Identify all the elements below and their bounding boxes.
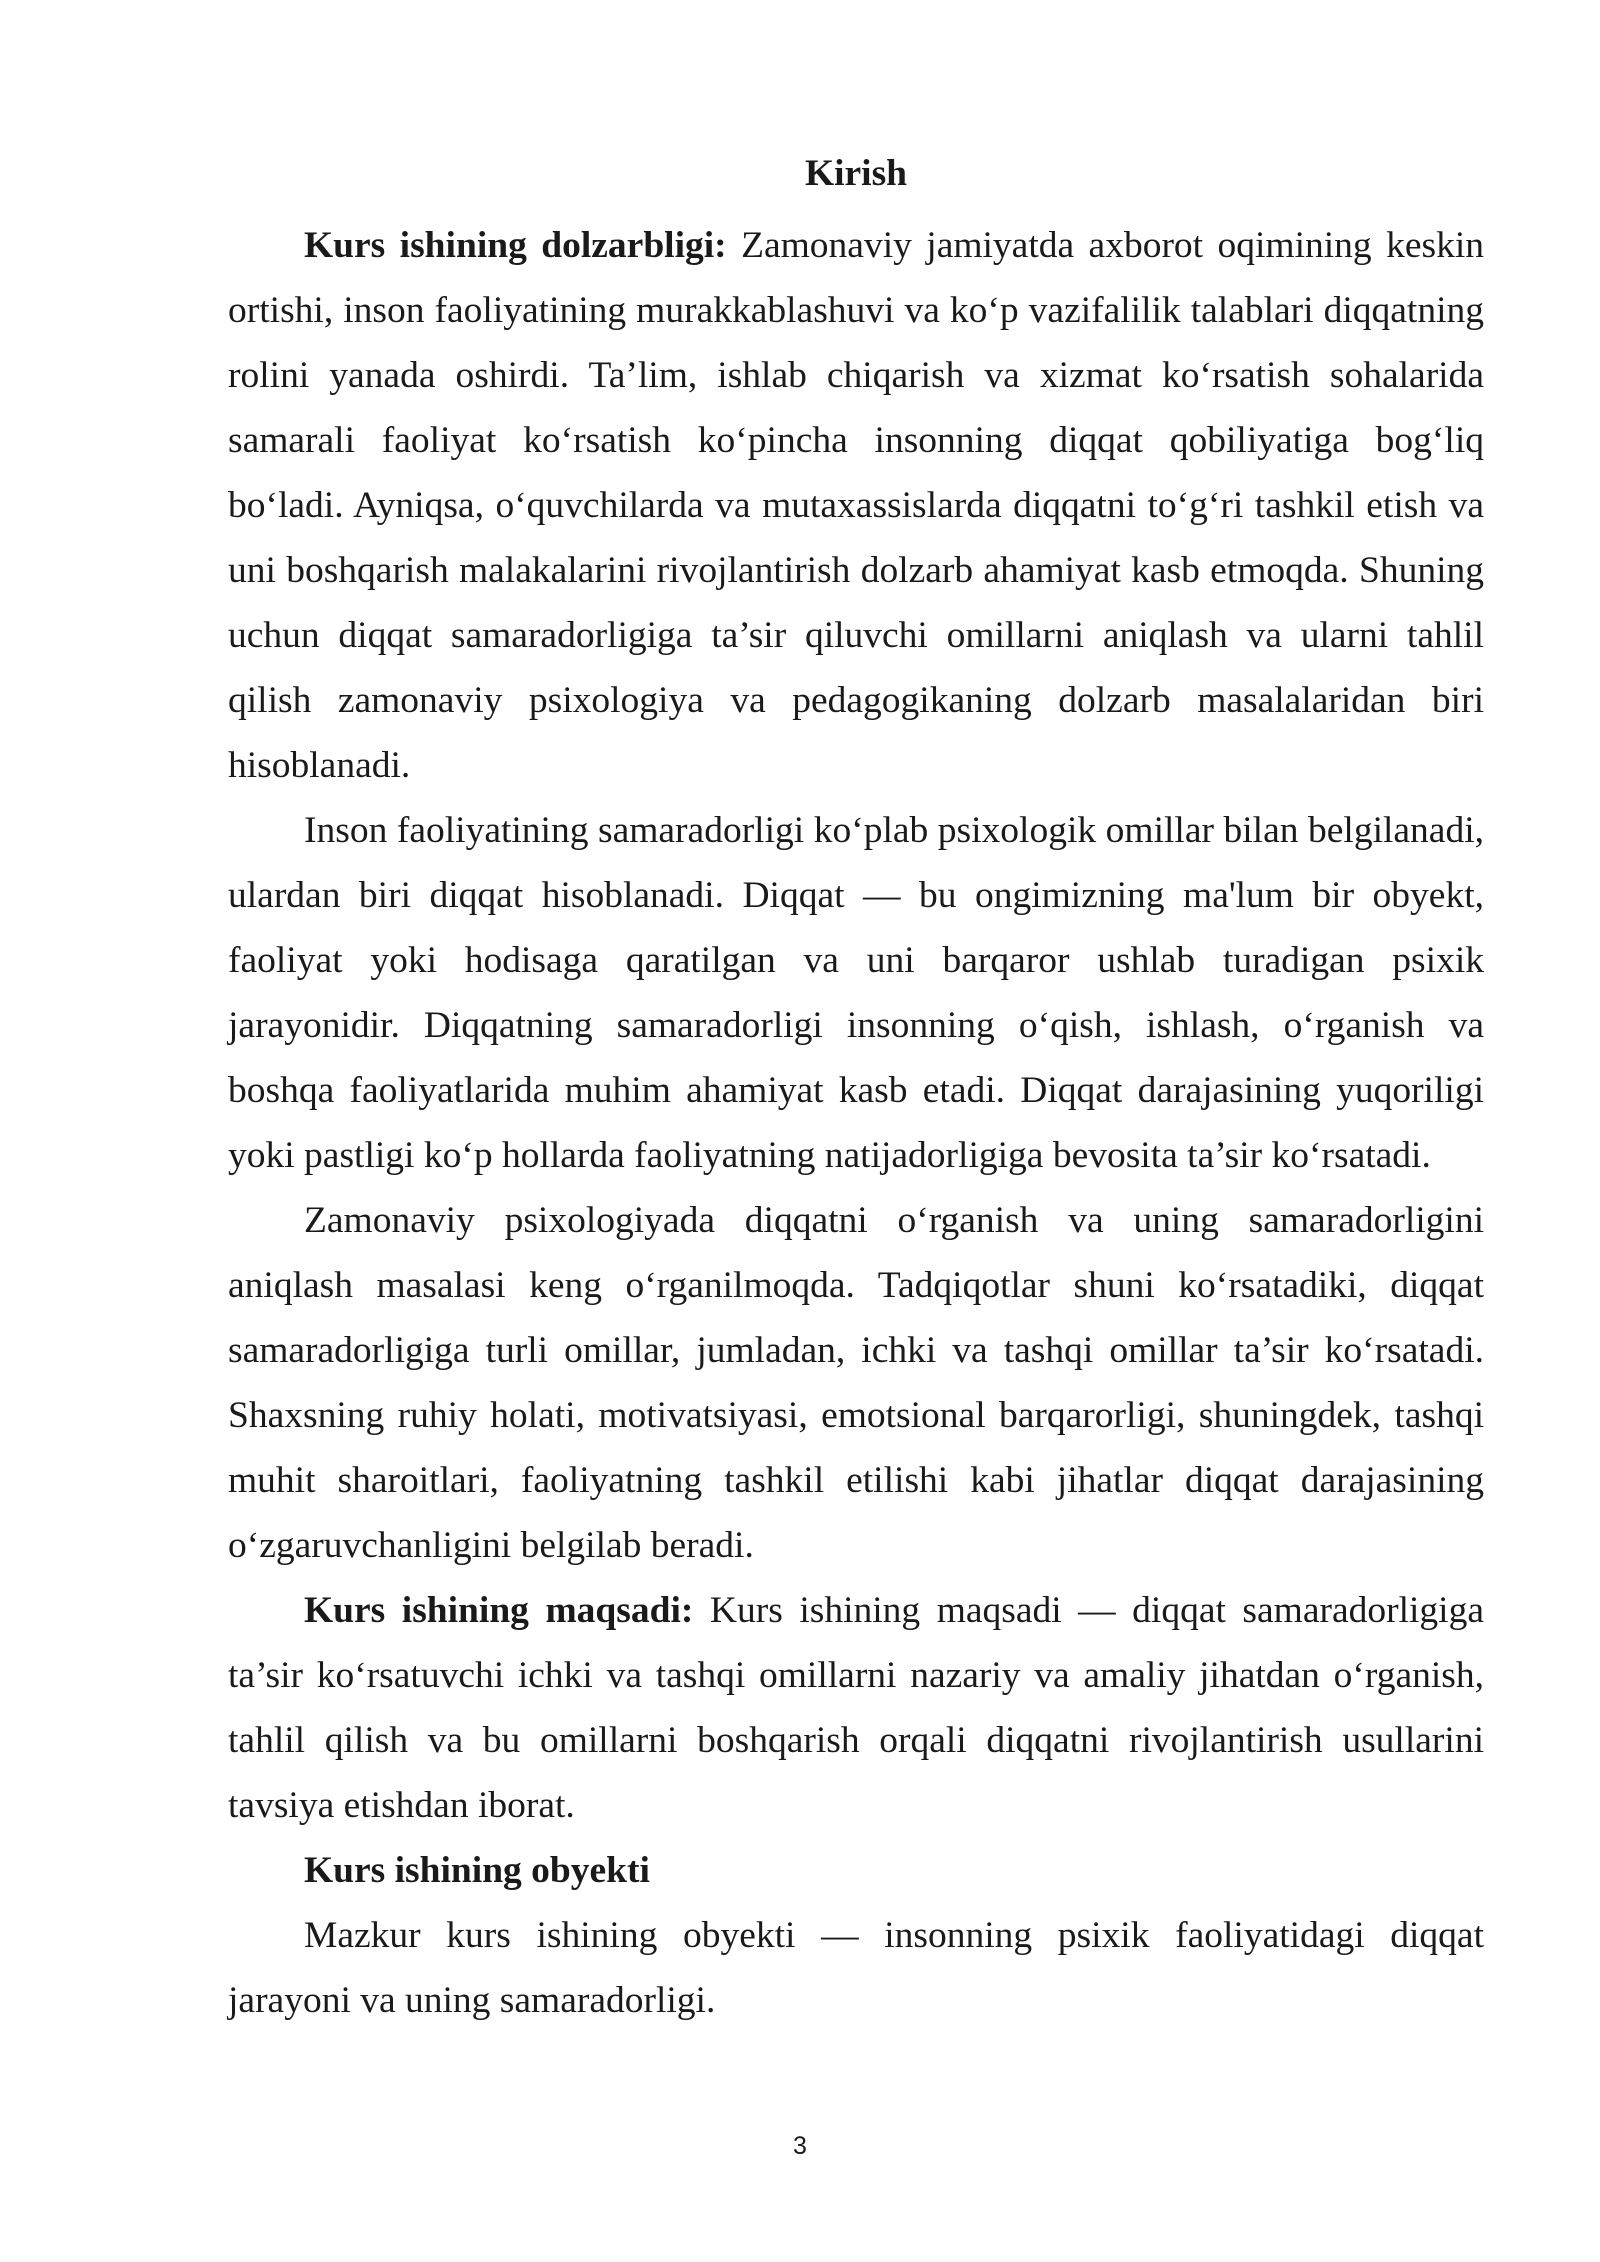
object-heading: Kurs ishining obyekti xyxy=(304,1850,650,1891)
object-text: Mazkur kurs ishining obyekti — insonning psixik faoliyatidagi diqqat jarayoni va uning samaradorligi. xyxy=(228,1915,1484,2021)
relevance-text: Zamonaviy jamiyatda axborot oqimining keskin ortishi, inson faoliyatining murakkablashuvi va ko‘p vazifalilik talablari diqqatning rolini yanada oshirdi. Ta’lim, ishlab chiqarish va xizmat ko‘rsatish sohalarida samarali faoliyat ko‘rsatish ko‘pincha insonning diqqat qobiliyatiga bog‘liq bo‘ladi. Ayniqsa, o‘quvchilarda va mutaxassislarda diqqatni to‘g‘ri tashkil etish va uni boshqarish malakalarini rivojlantirish dolzarb ahamiyat kasb etmoqda. Shuning uchun diqqat samaradorligiga ta’sir qiluvchi omillarni aniqlash va ularni tahlil qilish zamonaviy psixologiya va pedagogikaning dolzarb masalalaridan biri hisoblanadi. xyxy=(228,225,1484,786)
paragraph-goal xyxy=(228,1578,1484,1838)
goal-heading: Kurs ishining maqsadi: xyxy=(304,1590,694,1631)
paragraph-relevance xyxy=(228,213,1484,798)
page-number: 3 xyxy=(793,2132,807,2160)
paragraph-attention-definition xyxy=(228,798,1484,1188)
relevance-heading: Kurs ishining dolzarbligi: xyxy=(304,225,727,266)
page-title: Kirish xyxy=(804,153,908,194)
page-content xyxy=(228,148,1484,2033)
attention-factors-text: Zamonaviy psixologiyada diqqatni o‘rganish va uning samaradorligini aniqlash masalasi keng o‘rganilmoqda. Tadqiqotlar shuni ko‘rsatadiki, diqqat samaradorligiga turli omillar, jumladan, ichki va tashqi omillar ta’sir ko‘rsatadi. Shaxsning ruhiy holati, motivatsiyasi, emotsional barqarorligi, shuningdek, tashqi muhit sharoitlari, faoliyatning tashkil etilishi kabi jihatlar diqqat darajasining o‘zgaruvchanligini belgilab beradi. xyxy=(228,1200,1484,1566)
attention-definition-text: Inson faoliyatining samaradorligi ko‘plab psixologik omillar bilan belgilanadi, ulardan biri diqqat hisoblanadi. Diqqat — bu ongimizning ma'lum bir obyekt, faoliyat yoki hodisaga qaratilgan va uni barqaror ushlab turadigan psixik jarayonidir. Diqqatning samaradorligi insonning o‘qish, ishlash, o‘rganish va boshqa faoliyatlarida muhim ahamiyat kasb etadi. Diqqat darajasining yuqoriligi yoki pastligi ko‘p hollarda faoliyatning natijadorligiga bevosita ta’sir ko‘rsatadi. xyxy=(228,810,1484,1176)
goal-text: Kurs ishining maqsadi — diqqat samaradorligiga ta’sir ko‘rsatuvchi ichki va tashqi omillarni nazariy va amaliy jihatdan o‘rganish, tahlil qilish va bu omillarni boshqarish orqali diqqatni rivojlantirish usullarini tavsiya etishdan iborat. xyxy=(228,1590,1484,1826)
paragraph-attention-factors xyxy=(228,1188,1484,1578)
paragraph-object xyxy=(228,1903,1484,2033)
